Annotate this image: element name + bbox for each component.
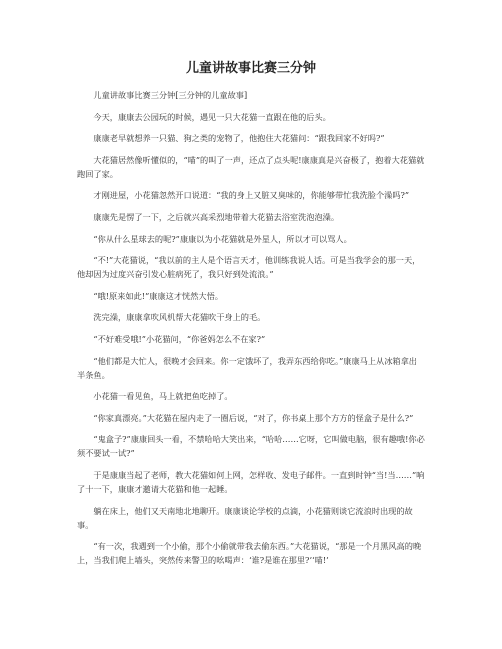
- paragraph: “他们都是大忙人，很晚才会回来。你一定饿坏了，我弄东西给你吃。”康康马上从冰箱拿出半条鱼。: [77, 355, 417, 380]
- paragraph: 儿童讲故事比赛三分钟[三分钟的儿童故事]: [93, 90, 248, 100]
- paragraph: 大花猫居然像听懂似的，“喵”的叫了一声，还点了点头呢!康康真是兴奋极了，抱着大花猫就跑回了家。: [77, 154, 425, 179]
- paragraph: 洗完澡，康康拿吹风机帮大花猫吹干身上的毛。: [93, 312, 266, 323]
- paragraph: 康康老早就想养一只猫、狗之类的宠物了，他抱住大花猫问：“跟我回家不好吗?”: [93, 133, 385, 144]
- paragraph: 躺在床上，他们又天南地北地聊开。康康谈论学校的点滴，小花猫则谈它流浪时出现的故事。: [77, 505, 413, 530]
- paragraph: “不!”大花猫说，“我以前的主人是个语言天才，他训练我说人话。可是当我学会的那一天，他却因为过度兴奋引发心脏病死了，我只好到处流浪。”: [77, 255, 421, 280]
- paragraph: “你家真漂亮。”大花猫在屋内走了一圈后说，“对了，你书桌上那个方方的怪盒子是什么?”: [93, 412, 414, 423]
- paragraph: 于是康康当起了老师，教大花猫如何上网，怎样收、发电子邮件。一直到时钟“当!当……”响了十一下，康康才邀请大花猫和他一起睡。: [77, 469, 425, 494]
- document-title: 儿童讲故事比赛三分钟: [185, 61, 316, 76]
- paragraph: “有一次，我遇到一个小偷，那个小偷就带我去偷东西。”大花猫说，“那是一个月黑风高的晚上，当我们爬上墙头，突然传来警卫的吆喝声：‘谁?是谁在那里?’‘喵!’: [77, 541, 422, 566]
- paragraph: 小花猫一看见鱼，马上就把鱼吃掉了。: [93, 391, 233, 402]
- paragraph: “鬼盒子?”康康回头一看，不禁哈哈大笑出来，“哈哈……它呀，它叫做电脑，很有趣哦!你必须不要试一试?”: [77, 434, 425, 459]
- paragraph: “不好难受哦!”小花猫问，“你爸妈怎么不在家?”: [93, 333, 266, 344]
- paragraph: 康康先是愣了一下，之后就兴高采烈地带着大花猫去浴室洗泡泡澡。: [93, 211, 340, 222]
- paragraph: “你从什么星球去的呢?”康康以为小花猫就是外星人，所以才可以骂人。: [93, 233, 352, 244]
- document-body: [77, 88, 425, 575]
- paragraph: 才刚进屋，小花猫忽然开口说道：“我的身上又脏又臭味的，你能够带忙我洗脸个澡吗?”: [93, 190, 410, 201]
- paragraph: “哦!原来如此!”康康这才恍然大悟。: [93, 290, 223, 301]
- paragraph: 今天，康康去公园玩的时候，遇见一只大花猫一直跟在他的后头。: [93, 111, 331, 122]
